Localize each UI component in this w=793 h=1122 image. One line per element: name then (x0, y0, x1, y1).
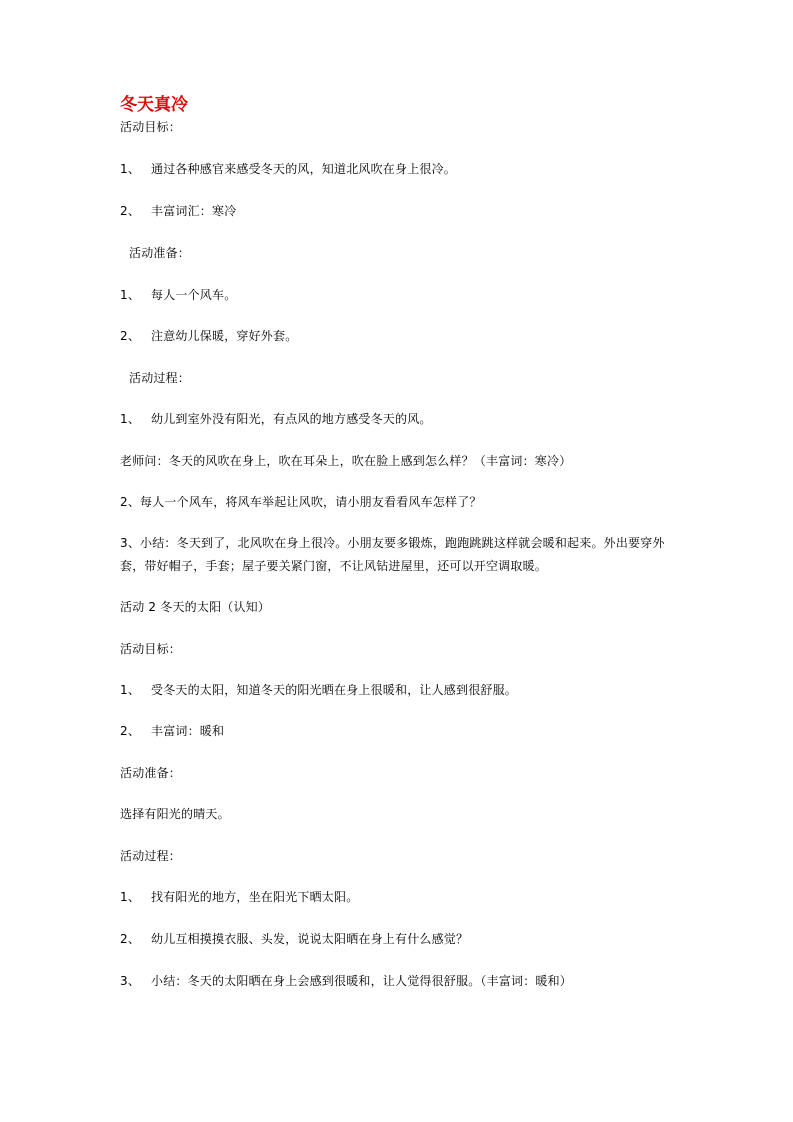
list-text: 通过各种感官来感受冬天的风，知道北风吹在身上很冷。 (151, 162, 457, 176)
list-item (120, 681, 517, 699)
list-text: 注意幼儿保暖，穿好外套。 (151, 329, 298, 343)
list-number: 2、 (120, 329, 141, 343)
list-text: 每人一个风车。 (151, 288, 237, 302)
list-text: 受冬天的太阳，知道冬天的阳光晒在身上很暖和，让人感到很舒服。 (151, 683, 518, 697)
list-number: 3、 (120, 974, 141, 988)
section-heading-process: 活动过程： (120, 849, 182, 863)
section-heading-goals: 活动目标： (120, 642, 182, 656)
list-item (120, 160, 456, 178)
list-number: 2、 (120, 932, 141, 946)
list-item (120, 888, 358, 906)
list-number: 1、 (120, 890, 141, 904)
list-item (120, 722, 224, 740)
list-text: 丰富词：暖和 (151, 724, 225, 738)
list-item (120, 410, 432, 428)
paragraph-summary: 3、小结：冬天到了，北风吹在身上很冷。小朋友要多锻炼，跑跑跳跳这样就会暖和起来。外出要穿外套，带好帽子，手套；屋子要关紧门窗，不让风钻进屋里，还可以开空调取暖。 (120, 536, 665, 573)
list-number: 1、 (120, 412, 141, 426)
list-item (120, 202, 236, 220)
paragraph: 老师问：冬天的风吹在身上，吹在耳朵上，吹在脸上感到怎么样？（丰富词：寒冷） (120, 454, 572, 468)
paragraph: 选择有阳光的晴天。 (120, 807, 230, 821)
list-number: 2、 (120, 724, 141, 738)
list-text: 找有阳光的地方，坐在阳光下晒太阳。 (151, 890, 359, 904)
list-item (120, 327, 297, 345)
section-title-activity-2: 活动 2 冬天的太阳（认知） (120, 600, 271, 614)
paragraph: 2、每人一个风车，将风车举起让风吹，请小朋友看看风车怎样了？ (120, 495, 482, 509)
list-text: 幼儿到室外没有阳光，有点风的地方感受冬天的风。 (151, 412, 432, 426)
list-number: 1、 (120, 683, 141, 697)
list-item (120, 972, 572, 990)
section-heading-goals: 活动目标： (120, 120, 182, 134)
section-heading-preparation: 活动准备： (120, 766, 182, 780)
list-item (120, 930, 468, 948)
list-item (120, 286, 236, 304)
section-heading-process: 活动过程： (129, 371, 191, 385)
document-title: 冬天真冷 (120, 95, 188, 115)
list-text: 小结：冬天的太阳晒在身上会感到很暖和，让人觉得很舒服。（丰富词：暖和） (151, 974, 573, 988)
list-number: 1、 (120, 288, 141, 302)
list-number: 1、 (120, 162, 141, 176)
list-text: 幼儿互相摸摸衣服、头发，说说太阳晒在身上有什么感觉？ (151, 932, 469, 946)
list-text: 丰富词汇：寒冷 (151, 204, 237, 218)
list-number: 2、 (120, 204, 141, 218)
section-heading-preparation: 活动准备： (129, 246, 191, 260)
